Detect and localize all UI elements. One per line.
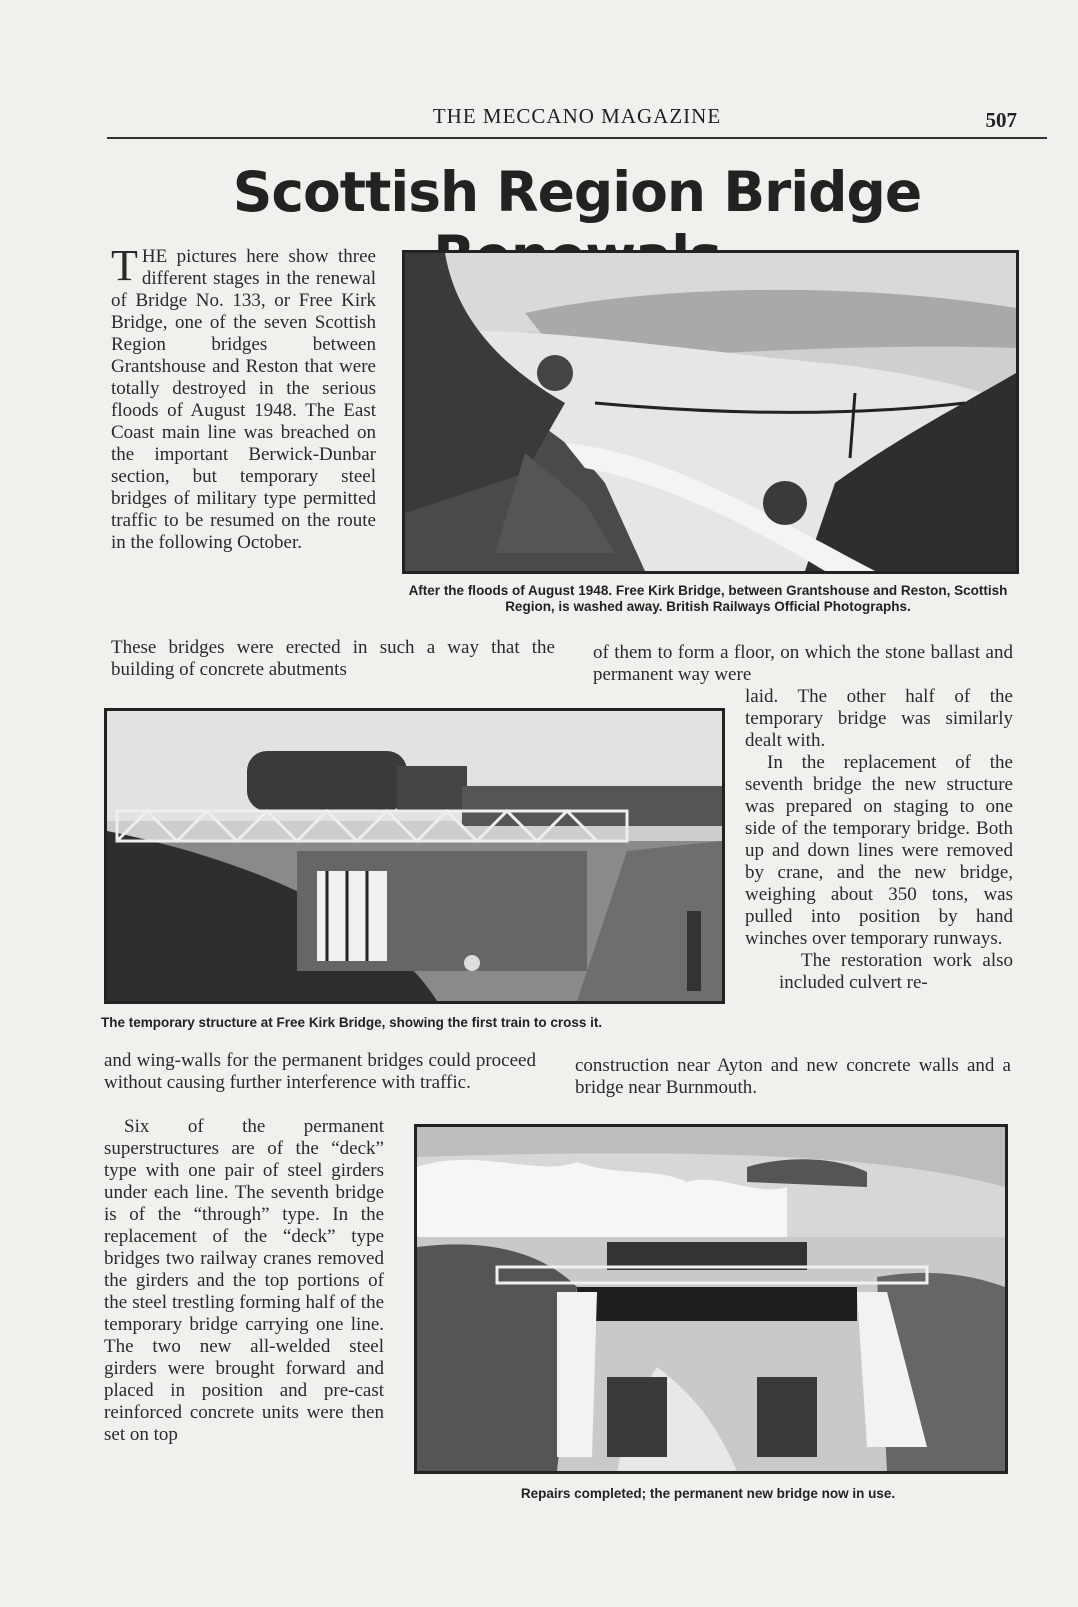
- restoration-paragraph-end: construction near Ayton and new concrete walls and a bridge near Burnmouth.: [575, 1055, 1011, 1098]
- deck-type-paragraph: Six of the permanent superstructures are of the “deck” type with one pair of steel girders under each line. The seventh bridge is of the “through” type. In the replacement of the “deck” type bridges two railway cranes removed the girders and the top portions of the steel trestling forming half of the temporary bridge carrying one line. The two new all-welded steel girders were brought forward and placed in position and pre-cast reinforced concrete units were then set on top: [104, 1116, 384, 1445]
- photo3-caption: Repairs completed; the permanent new bridge now in use.: [520, 1486, 896, 1501]
- header-rule: [107, 137, 1047, 139]
- right-column-text: laid. The other half of the temporary bridge was similarly dealt with. In the replacement of the seventh bridge the new structure was prepared on staging to one side of the temporary bridge. Both up and down lines were removed by crane, and the new bridge, weighing about 350 tons, was pulled into position by hand winches over temporary runways. The restoration work also included culvert re-: [745, 686, 1013, 993]
- paragraph-continuation-right: of them to form a floor, on which the stone ballast and permanent way were: [593, 642, 1013, 685]
- intro-paragraph: THE pictures here show three different stages in the renewal of Bridge No. 133, or Free Kirk Bridge, one of the seven Scottish Region bridges between Grantshouse and Reston that were totally destroyed in the serious floods of August 1948. The East Coast main line was breached on the important Berwick-Dunbar section, but temporary steel bridges of military type permitted traffic to be resumed on the route in the following October.: [111, 241, 376, 553]
- page-header: [107, 100, 1047, 132]
- dropcap: T: [111, 241, 138, 290]
- photo2-caption: The temporary structure at Free Kirk Bridge, showing the first train to cross it.: [101, 1015, 603, 1030]
- paragraph-continuation-left: These bridges were erected in such a way that the building of concrete abutments: [111, 637, 555, 680]
- photo-temporary-structure: [104, 708, 725, 1004]
- magazine-title: THE MECCANO MAGAZINE: [432, 104, 722, 128]
- photo-washed-away-bridge: [402, 250, 1019, 574]
- page-number: 507: [985, 108, 1017, 132]
- article-headline: Scottish Region Bridge: [232, 160, 922, 224]
- abutments-paragraph: and wing-walls for the permanent bridges could proceed without causing further interference with traffic.: [104, 1050, 536, 1093]
- photo1-caption: After the floods of August 1948. Free Kirk Bridge, between Grantshouse and Reston, Scottish Region, is washed away. British Railways Official Photographs.: [408, 583, 1008, 614]
- photo-permanent-bridge: [414, 1124, 1008, 1474]
